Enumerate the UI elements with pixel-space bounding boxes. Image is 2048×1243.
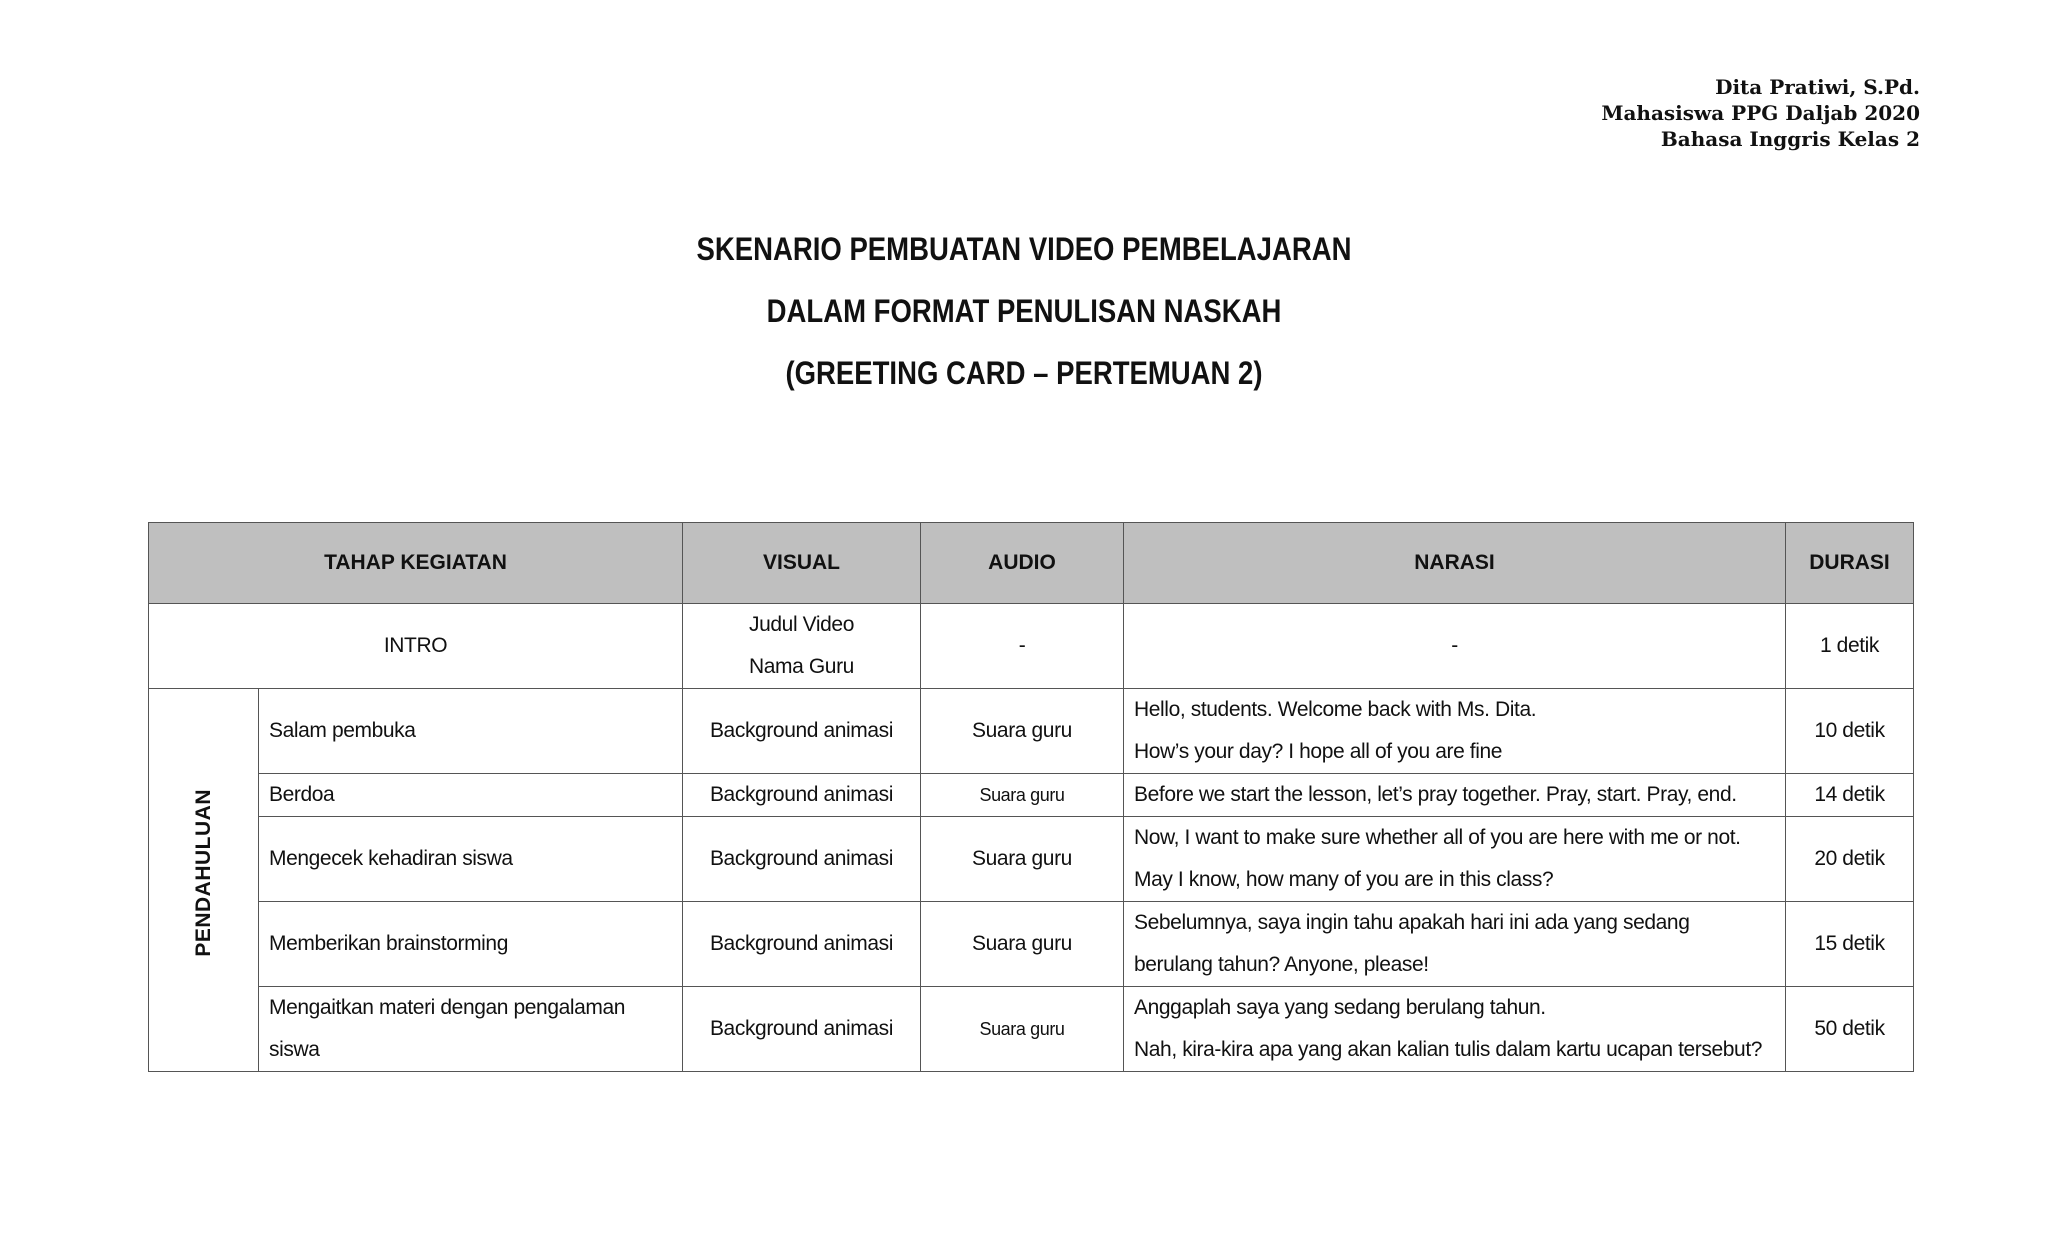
audio-cell: Suara guru bbox=[921, 774, 1124, 817]
table-row-intro bbox=[149, 604, 1914, 689]
header-visual: VISUAL bbox=[683, 523, 921, 604]
audio-cell: Suara guru bbox=[921, 817, 1124, 902]
visual-cell: Background animasi bbox=[683, 987, 921, 1072]
durasi-cell: 20 detik bbox=[1786, 817, 1914, 902]
narasi-cell bbox=[1124, 689, 1786, 774]
section-label: PENDAHULUAN bbox=[191, 788, 215, 957]
intro-visual-line-2: Nama Guru bbox=[749, 655, 854, 678]
narasi-line-2: How’s your day? I hope all of you are fine bbox=[1134, 740, 1503, 763]
intro-tahap: INTRO bbox=[149, 604, 683, 689]
narasi-line-1: Sebelumnya, saya ingin tahu apakah hari ini ada yang sedang bbox=[1134, 911, 1690, 934]
narasi-line-2: berulang tahun? Anyone, please! bbox=[1134, 953, 1429, 976]
intro-narasi: - bbox=[1124, 604, 1786, 689]
table-row bbox=[149, 774, 1914, 817]
header-audio: AUDIO bbox=[921, 523, 1124, 604]
document-title bbox=[143, 218, 1904, 404]
intro-visual bbox=[683, 604, 921, 689]
intro-durasi: 1 detik bbox=[1786, 604, 1914, 689]
title-line-1: SKENARIO PEMBUATAN VIDEO PEMBELAJARAN bbox=[696, 231, 1352, 267]
intro-audio: - bbox=[921, 604, 1124, 689]
table-row bbox=[149, 689, 1914, 774]
audio-cell: Suara guru bbox=[921, 689, 1124, 774]
kegiatan-cell: Mengecek kehadiran siswa bbox=[259, 817, 683, 902]
narasi-cell bbox=[1124, 987, 1786, 1072]
table-row bbox=[149, 902, 1914, 987]
author-subject: Bahasa Inggris Kelas 2 bbox=[1660, 127, 1920, 151]
narasi-cell bbox=[1124, 817, 1786, 902]
kegiatan-line-2: siswa bbox=[269, 1038, 320, 1061]
author-name: Dita Pratiwi, S.Pd. bbox=[1715, 75, 1920, 99]
durasi-cell: 10 detik bbox=[1786, 689, 1914, 774]
header-narasi: NARASI bbox=[1124, 523, 1786, 604]
header-tahap-kegiatan: TAHAP KEGIATAN bbox=[149, 523, 683, 604]
kegiatan-cell bbox=[259, 987, 683, 1072]
narasi-cell bbox=[1124, 902, 1786, 987]
durasi-cell: 50 detik bbox=[1786, 987, 1914, 1072]
narasi-line-2: Nah, kira-kira apa yang akan kalian tulis dalam kartu ucapan tersebut? bbox=[1134, 1038, 1763, 1061]
author-block bbox=[1601, 74, 1920, 152]
script-table bbox=[148, 522, 1914, 1072]
durasi-cell: 15 detik bbox=[1786, 902, 1914, 987]
kegiatan-cell: Memberikan brainstorming bbox=[259, 902, 683, 987]
visual-cell: Background animasi bbox=[683, 689, 921, 774]
title-line-3: (GREETING CARD – PERTEMUAN 2) bbox=[785, 355, 1263, 391]
kegiatan-cell: Salam pembuka bbox=[259, 689, 683, 774]
narasi-cell: Before we start the lesson, let’s pray together. Pray, start. Pray, end. bbox=[1124, 774, 1786, 817]
author-program: Mahasiswa PPG Daljab 2020 bbox=[1601, 101, 1920, 125]
narasi-line-1: Now, I want to make sure whether all of you are here with me or not. bbox=[1134, 826, 1741, 849]
visual-cell: Background animasi bbox=[683, 902, 921, 987]
audio-cell: Suara guru bbox=[921, 987, 1124, 1072]
table-header-row bbox=[149, 523, 1914, 604]
intro-visual-line-1: Judul Video bbox=[749, 613, 854, 636]
visual-cell: Background animasi bbox=[683, 817, 921, 902]
visual-cell: Background animasi bbox=[683, 774, 921, 817]
narasi-line-2: May I know, how many of you are in this class? bbox=[1134, 868, 1554, 891]
narasi-line-1: Hello, students. Welcome back with Ms. Dita. bbox=[1134, 698, 1537, 721]
kegiatan-line-1: Mengaitkan materi dengan pengalaman bbox=[269, 996, 626, 1019]
section-pendahuluan-cell bbox=[149, 689, 259, 1072]
narasi-line-1: Anggaplah saya yang sedang berulang tahun. bbox=[1134, 996, 1546, 1019]
durasi-cell: 14 detik bbox=[1786, 774, 1914, 817]
audio-cell: Suara guru bbox=[921, 902, 1124, 987]
table-row bbox=[149, 817, 1914, 902]
kegiatan-cell: Berdoa bbox=[259, 774, 683, 817]
title-line-2: DALAM FORMAT PENULISAN NASKAH bbox=[766, 293, 1282, 329]
header-durasi: DURASI bbox=[1786, 523, 1914, 604]
table-row bbox=[149, 987, 1914, 1072]
